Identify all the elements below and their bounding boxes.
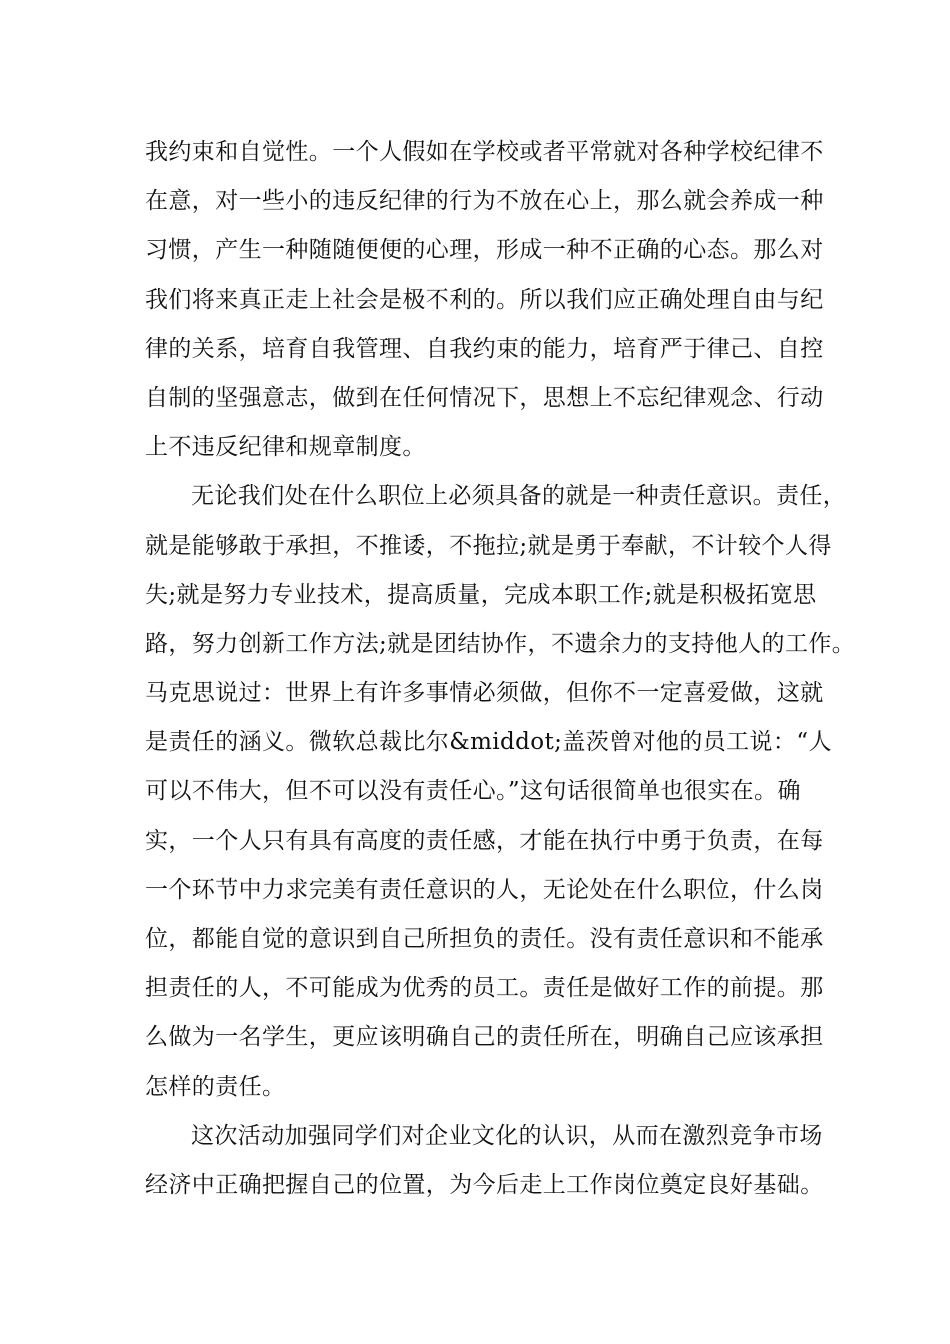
text-line: 习惯，产生一种随随便便的心理，形成一种不正确的心态。那么对 (145, 237, 824, 264)
text-line: 就是能够敢于承担，不推诿，不拖拉;就是勇于奉献，不计较个人得 (145, 532, 832, 559)
text-line: 么做为一名学生，更应该明确自己的责任所在，明确自己应该承担 (145, 1024, 824, 1051)
paragraph-responsibility (145, 472, 856, 1111)
text-line: 马克思说过：世界上有许多事情必须做，但你不一定喜爱做，这就 (145, 680, 824, 707)
text-line: 失;就是努力专业技术，提高质量，完成本职工作;就是积极拓宽思 (145, 581, 817, 608)
text-line: 自制的坚强意志，做到在任何情况下，思想上不忘纪律观念、行动 (145, 384, 824, 411)
text-line: 我约束和自觉性。一个人假如在学校或者平常就对各种学校纪律不 (145, 139, 824, 165)
text-line: 上不违反纪律和规章制度。 (145, 434, 426, 461)
text-line: 可以不伟大，但不可以没有责任心。”这句话很简单也很实在。确 (145, 778, 801, 805)
text-line: 实，一个人只有具有高度的责任感，才能在执行中勇于负责，在每 (145, 827, 824, 854)
text-line: 路，努力创新工作方法;就是团结协作，不遗余力的支持他人的工作。 (145, 630, 856, 657)
text-line: 一个环节中力求完美有责任意识的人，无论处在什么职位，什么岗 (145, 876, 824, 903)
text-line: 经济中正确把握自己的位置，为今后走上工作岗位奠定良好基础。 (145, 1171, 824, 1198)
document-body (145, 128, 856, 1210)
paragraph-conclusion (145, 1112, 825, 1210)
text-line: 怎样的责任。 (145, 1073, 286, 1100)
text-line: 是责任的涵义。微软总裁比尔&middot;盖茨曾对他的员工说：“人 (145, 729, 832, 756)
text-line: 在意，对一些小的违反纪律的行为不放在心上，那么就会养成一种 (145, 188, 824, 215)
text-line-indented: 这次活动加强同学们对企业文化的认识，从而在激烈竞争市场 (191, 1122, 823, 1149)
paragraph-discipline (145, 128, 825, 472)
text-line: 我们将来真正走上社会是极不利的。所以我们应正确处理自由与纪 (145, 286, 824, 313)
text-line: 律的关系，培育自我管理、自我约束的能力，培育严于律己、自控 (145, 335, 824, 362)
text-line: 担责任的人，不可能成为优秀的员工。责任是做好工作的前提。那 (145, 975, 824, 1002)
text-line-indented: 无论我们处在什么职位上必须具备的就是一种责任意识。责任， (191, 483, 847, 510)
text-line: 位，都能自觉的意识到自己所担负的责任。没有责任意识和不能承 (145, 926, 824, 952)
